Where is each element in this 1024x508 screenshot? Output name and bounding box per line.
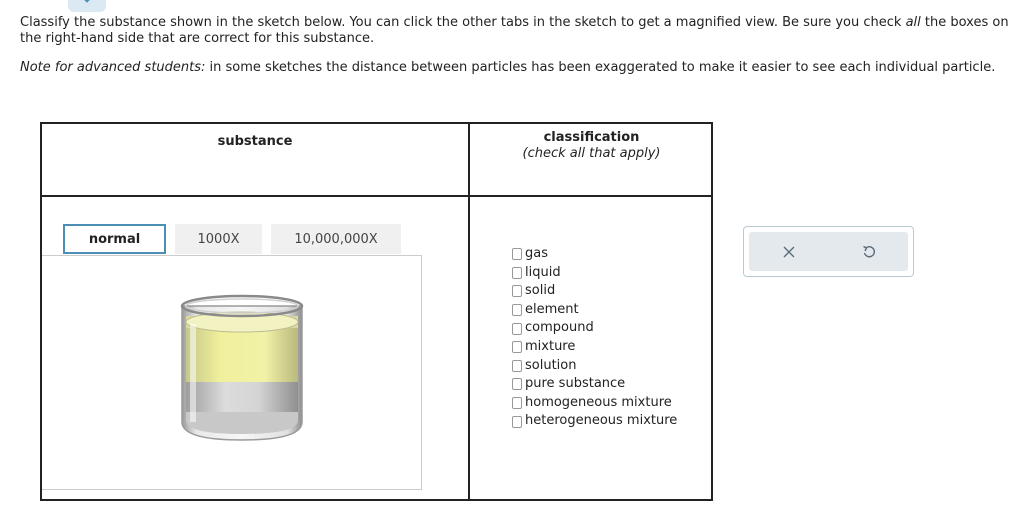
- checkbox[interactable]: [512, 285, 522, 297]
- checkbox[interactable]: [512, 378, 522, 390]
- option-label: gas: [525, 246, 548, 261]
- classification-title: classification: [543, 130, 640, 145]
- option-mixture[interactable]: [512, 338, 677, 357]
- option-label: homogeneous mixture: [525, 394, 672, 410]
- option-solution[interactable]: [512, 357, 677, 376]
- beaker-sketch: [178, 294, 306, 444]
- instructions-text: [20, 15, 1020, 47]
- instructions-part1: Classify the substance shown in the sketch below. You can click the other tabs in the sketch to get a magnified view. Be sure you check: [20, 15, 906, 30]
- option-label: heterogeneous mixture: [525, 413, 678, 429]
- close-icon: [783, 246, 795, 258]
- option-liquid[interactable]: [512, 264, 677, 283]
- tab-10000000x[interactable]: 10,000,000X: [271, 224, 401, 254]
- undo-icon: [862, 245, 876, 259]
- option-heterogeneous-mixture[interactable]: [512, 412, 677, 431]
- collapse-chevron-button[interactable]: [68, 0, 106, 12]
- option-label: liquid: [525, 264, 561, 280]
- checkbox[interactable]: [512, 304, 522, 316]
- option-pure-substance[interactable]: [512, 375, 677, 394]
- classification-subtitle: (check all that apply): [522, 146, 661, 161]
- option-element[interactable]: [512, 301, 677, 320]
- option-solid[interactable]: [512, 282, 677, 301]
- option-compound[interactable]: [512, 319, 677, 338]
- checkbox[interactable]: [512, 397, 522, 409]
- substance-header: substance: [217, 134, 293, 149]
- option-label: pure substance: [525, 376, 626, 392]
- answer-tools: [743, 226, 914, 277]
- classification-header: [470, 130, 713, 162]
- tab-normal[interactable]: normal: [63, 224, 166, 254]
- checkbox[interactable]: [512, 416, 522, 428]
- checkbox[interactable]: [512, 323, 522, 335]
- option-gas[interactable]: [512, 245, 677, 264]
- option-label: element: [525, 301, 579, 317]
- option-homogeneous-mixture[interactable]: [512, 394, 677, 413]
- advanced-note: [20, 60, 1020, 76]
- tab-1000x[interactable]: 1000X: [175, 224, 262, 254]
- undo-button[interactable]: [839, 232, 899, 271]
- checkbox[interactable]: [512, 360, 522, 372]
- instructions-part2: the boxes on the right-hand side that are correct for this substance.: [20, 15, 1009, 46]
- classification-table: [40, 122, 713, 501]
- checkbox[interactable]: [512, 248, 522, 260]
- instructions-emphasis: all: [905, 15, 921, 30]
- table-divider-horizontal: [42, 195, 711, 197]
- note-label: Note for advanced students:: [20, 60, 206, 75]
- option-label: solid: [525, 283, 556, 299]
- clear-button[interactable]: [759, 232, 819, 271]
- answer-tools-bar: [749, 232, 908, 271]
- chevron-down-icon: [80, 0, 94, 4]
- note-text: in some sketches the distance between particles has been exaggerated to make it easier to see each individual particle.: [205, 60, 996, 75]
- checkbox[interactable]: [512, 267, 522, 279]
- table-divider-vertical: [468, 124, 470, 499]
- classification-options: [512, 245, 677, 431]
- option-label: mixture: [525, 338, 576, 354]
- option-label: compound: [525, 320, 594, 336]
- option-label: solution: [525, 357, 577, 373]
- checkbox[interactable]: [512, 341, 522, 353]
